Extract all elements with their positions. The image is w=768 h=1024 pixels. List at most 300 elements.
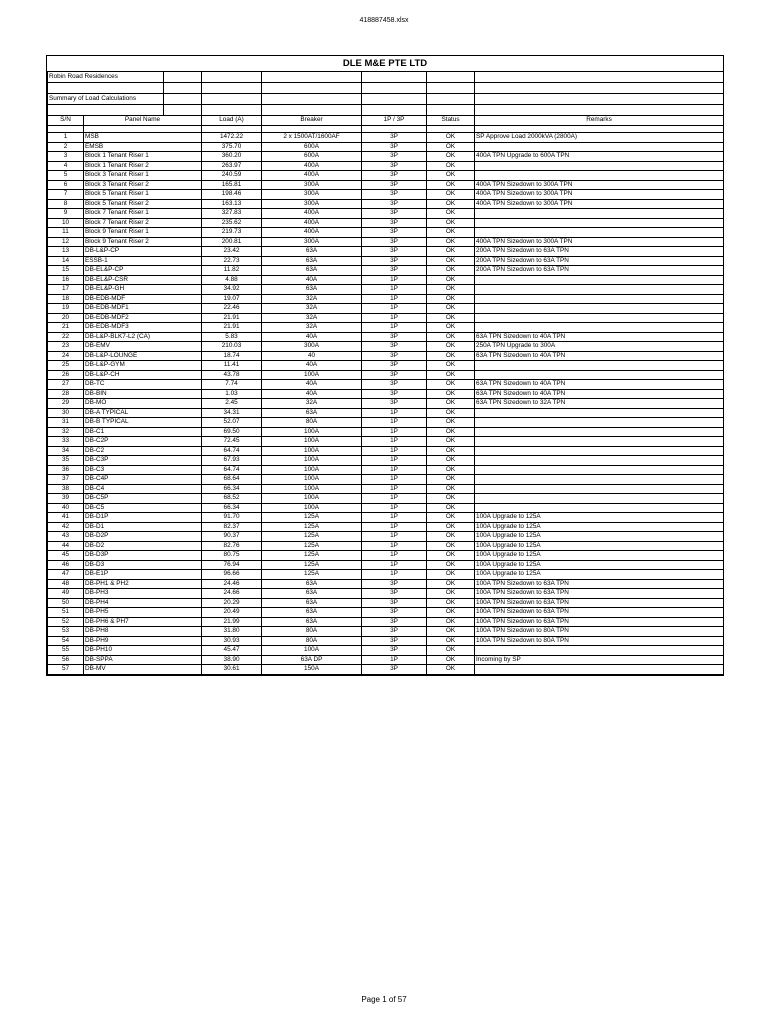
table-row xyxy=(48,503,724,513)
cell-remarks: 200A TPN Sizedown to 63A TPN xyxy=(475,247,724,257)
cell-sn: 57 xyxy=(48,665,84,675)
table-row xyxy=(48,256,724,266)
cell-phase: 1P xyxy=(362,456,427,466)
cell-phase: 1P xyxy=(362,475,427,485)
cell-load: 31.80 xyxy=(202,627,262,637)
cell-load: 24.66 xyxy=(202,589,262,599)
cell-breaker: 100A xyxy=(262,465,362,475)
table-row xyxy=(48,275,724,285)
cell-status: OK xyxy=(427,446,475,456)
cell-status: OK xyxy=(427,598,475,608)
cell-status: OK xyxy=(427,399,475,409)
cell-sn: 52 xyxy=(48,617,84,627)
cell-breaker: 400A xyxy=(262,218,362,228)
cell-status: OK xyxy=(427,560,475,570)
cell-status: OK xyxy=(427,313,475,323)
cell-breaker: 63A xyxy=(262,285,362,295)
cell-load: 19.07 xyxy=(202,294,262,304)
cell-remarks: 100A Upgrade to 125A xyxy=(475,522,724,532)
cell-remarks xyxy=(475,484,724,494)
cell-load: 43.78 xyxy=(202,370,262,380)
cell-status: OK xyxy=(427,513,475,523)
cell-sn: 44 xyxy=(48,541,84,551)
cell-breaker: 300A xyxy=(262,190,362,200)
cell-load: 11.41 xyxy=(202,361,262,371)
cell-phase: 3P xyxy=(362,579,427,589)
cell-breaker: 40A xyxy=(262,332,362,342)
cell-remarks: 250A TPN Upgrade to 300A xyxy=(475,342,724,352)
cell-sn: 45 xyxy=(48,551,84,561)
cell-status: OK xyxy=(427,199,475,209)
cell-remarks xyxy=(475,304,724,314)
cell-remarks: 400A TPN Sizedown to 300A TPN xyxy=(475,190,724,200)
cell-sn: 46 xyxy=(48,560,84,570)
cell-status: OK xyxy=(427,161,475,171)
cell-status: OK xyxy=(427,304,475,314)
cell-remarks xyxy=(475,228,724,238)
cell-load: 165.81 xyxy=(202,180,262,190)
cell-phase: 1P xyxy=(362,323,427,333)
cell-status: OK xyxy=(427,608,475,618)
cell-breaker: 40A xyxy=(262,380,362,390)
cell-breaker: 32A xyxy=(262,313,362,323)
cell-sn: 40 xyxy=(48,503,84,513)
cell-breaker: 300A xyxy=(262,180,362,190)
table-row xyxy=(48,560,724,570)
cell-remarks: 63A TPN Sizedown to 40A TPN xyxy=(475,380,724,390)
table-row xyxy=(48,237,724,247)
cell-sn: 24 xyxy=(48,351,84,361)
col-header-remarks: Remarks xyxy=(475,116,724,126)
cell-sn: 43 xyxy=(48,532,84,542)
table-row xyxy=(48,570,724,580)
cell-panel-name: DB-PH6 & PH7 xyxy=(84,617,202,627)
table-row xyxy=(48,313,724,323)
cell-remarks: 100A TPN Sizedown to 63A TPN xyxy=(475,589,724,599)
cell-breaker: 125A xyxy=(262,513,362,523)
table-row xyxy=(48,646,724,656)
cell-breaker: 100A xyxy=(262,427,362,437)
cell-phase: 1P xyxy=(362,484,427,494)
table-row xyxy=(48,161,724,171)
cell-load: 4.88 xyxy=(202,275,262,285)
cell-panel-name: DB-D1P xyxy=(84,513,202,523)
cell-breaker: 125A xyxy=(262,522,362,532)
cell-panel-name: DB-B TYPICAL xyxy=(84,418,202,428)
table-row xyxy=(48,152,724,162)
cell-sn: 12 xyxy=(48,237,84,247)
cell-panel-name: Block 3 Tenant Riser 2 xyxy=(84,180,202,190)
table-row xyxy=(48,427,724,437)
cell-status: OK xyxy=(427,655,475,665)
table-row xyxy=(48,532,724,542)
cell-panel-name: DB-BIN xyxy=(84,389,202,399)
cell-status: OK xyxy=(427,532,475,542)
cell-sn: 36 xyxy=(48,465,84,475)
cell-remarks: 400A TPN Sizedown to 300A TPN xyxy=(475,237,724,247)
table-row xyxy=(48,199,724,209)
cell-remarks: 100A Upgrade to 125A xyxy=(475,570,724,580)
table-row xyxy=(48,380,724,390)
cell-sn: 51 xyxy=(48,608,84,618)
cell-load: 45.47 xyxy=(202,646,262,656)
cell-phase: 3P xyxy=(362,617,427,627)
cell-panel-name: DB-MV xyxy=(84,665,202,675)
table-row xyxy=(48,484,724,494)
cell-breaker: 400A xyxy=(262,209,362,219)
cell-sn: 30 xyxy=(48,408,84,418)
cell-remarks xyxy=(475,171,724,181)
cell-breaker: 125A xyxy=(262,570,362,580)
cell-breaker: 63A xyxy=(262,408,362,418)
cell-sn: 11 xyxy=(48,228,84,238)
cell-breaker: 100A xyxy=(262,646,362,656)
cell-breaker: 125A xyxy=(262,532,362,542)
table-row xyxy=(48,541,724,551)
cell-status: OK xyxy=(427,256,475,266)
cell-panel-name: DB-EDB-MDF1 xyxy=(84,304,202,314)
cell-remarks: 100A Upgrade to 125A xyxy=(475,513,724,523)
cell-breaker: 63A xyxy=(262,598,362,608)
cell-breaker: 63A xyxy=(262,608,362,618)
cell-sn: 8 xyxy=(48,199,84,209)
cell-load: 80.75 xyxy=(202,551,262,561)
cell-remarks xyxy=(475,161,724,171)
cell-sn: 5 xyxy=(48,171,84,181)
cell-remarks xyxy=(475,313,724,323)
cell-phase: 3P xyxy=(362,342,427,352)
col-header-load: Load (A) xyxy=(202,116,262,126)
cell-sn: 39 xyxy=(48,494,84,504)
cell-load: 18.74 xyxy=(202,351,262,361)
col-header-breaker: Breaker xyxy=(262,116,362,126)
cell-breaker: 100A xyxy=(262,446,362,456)
table-row xyxy=(48,294,724,304)
cell-phase: 1P xyxy=(362,494,427,504)
table-row xyxy=(48,522,724,532)
cell-remarks xyxy=(475,418,724,428)
cell-remarks: 63A TPN Sizedown to 40A TPN xyxy=(475,389,724,399)
cell-remarks: 100A Upgrade to 125A xyxy=(475,560,724,570)
cell-phase: 3P xyxy=(362,218,427,228)
cell-sn: 22 xyxy=(48,332,84,342)
cell-load: 38.90 xyxy=(202,655,262,665)
cell-load: 69.50 xyxy=(202,427,262,437)
cell-panel-name: DB-PH5 xyxy=(84,608,202,618)
cell-panel-name: DB-C1 xyxy=(84,427,202,437)
cell-phase: 3P xyxy=(362,190,427,200)
col-header-phase: 1P / 3P xyxy=(362,116,427,126)
table-row xyxy=(48,627,724,637)
cell-phase: 1P xyxy=(362,503,427,513)
cell-remarks: 100A Upgrade to 125A xyxy=(475,551,724,561)
spacer-row xyxy=(48,126,724,133)
cell-load: 263.97 xyxy=(202,161,262,171)
cell-status: OK xyxy=(427,437,475,447)
cell-phase: 3P xyxy=(362,608,427,618)
cell-remarks xyxy=(475,427,724,437)
cell-phase: 1P xyxy=(362,285,427,295)
cell-panel-name: DB-EL&P-CP xyxy=(84,266,202,276)
cell-remarks: 100A Upgrade to 125A xyxy=(475,541,724,551)
empty-row xyxy=(48,83,724,94)
cell-breaker: 40A xyxy=(262,389,362,399)
cell-status: OK xyxy=(427,142,475,152)
table-row xyxy=(48,418,724,428)
cell-panel-name: DB-L&P-CP xyxy=(84,247,202,257)
cell-status: OK xyxy=(427,484,475,494)
cell-remarks xyxy=(475,494,724,504)
cell-sn: 41 xyxy=(48,513,84,523)
cell-status: OK xyxy=(427,247,475,257)
cell-breaker: 400A xyxy=(262,171,362,181)
table-row xyxy=(48,617,724,627)
cell-breaker: 600A xyxy=(262,142,362,152)
cell-load: 64.74 xyxy=(202,465,262,475)
cell-load: 21.91 xyxy=(202,313,262,323)
subtitle-row xyxy=(48,94,724,105)
cell-remarks: 63A TPN Sizedown to 40A TPN xyxy=(475,332,724,342)
cell-sn: 33 xyxy=(48,437,84,447)
column-header-row xyxy=(48,116,724,126)
cell-status: OK xyxy=(427,636,475,646)
cell-panel-name: DB-E1P xyxy=(84,570,202,580)
table-row xyxy=(48,304,724,314)
table-row xyxy=(48,494,724,504)
cell-panel-name: DB-C3P xyxy=(84,456,202,466)
cell-panel-name: DB-PH8 xyxy=(84,627,202,637)
cell-status: OK xyxy=(427,456,475,466)
cell-breaker: 63A xyxy=(262,617,362,627)
cell-remarks xyxy=(475,218,724,228)
table-row xyxy=(48,636,724,646)
cell-breaker: 63A DP xyxy=(262,655,362,665)
cell-phase: 1P xyxy=(362,522,427,532)
cell-sn: 26 xyxy=(48,370,84,380)
table-row xyxy=(48,465,724,475)
cell-status: OK xyxy=(427,617,475,627)
cell-status: OK xyxy=(427,370,475,380)
cell-status: OK xyxy=(427,589,475,599)
cell-status: OK xyxy=(427,180,475,190)
cell-sn: 9 xyxy=(48,209,84,219)
cell-sn: 35 xyxy=(48,456,84,466)
cell-sn: 48 xyxy=(48,579,84,589)
cell-status: OK xyxy=(427,579,475,589)
cell-panel-name: DB-EDB-MDF2 xyxy=(84,313,202,323)
cell-remarks xyxy=(475,408,724,418)
cell-breaker: 100A xyxy=(262,370,362,380)
cell-panel-name: DB-C4 xyxy=(84,484,202,494)
table-row xyxy=(48,228,724,238)
cell-status: OK xyxy=(427,351,475,361)
cell-sn: 14 xyxy=(48,256,84,266)
cell-load: 66.34 xyxy=(202,484,262,494)
cell-breaker: 100A xyxy=(262,503,362,513)
cell-breaker: 100A xyxy=(262,484,362,494)
cell-phase: 1P xyxy=(362,437,427,447)
cell-phase: 1P xyxy=(362,570,427,580)
project-row xyxy=(48,72,724,83)
cell-phase: 1P xyxy=(362,513,427,523)
cell-status: OK xyxy=(427,228,475,238)
cell-breaker: 400A xyxy=(262,228,362,238)
cell-panel-name: DB-D3P xyxy=(84,551,202,561)
cell-status: OK xyxy=(427,475,475,485)
cell-remarks xyxy=(475,465,724,475)
col-header-status: Status xyxy=(427,116,475,126)
cell-panel-name: DB-L&P-BLK7-L2 (CA) xyxy=(84,332,202,342)
cell-remarks xyxy=(475,475,724,485)
cell-remarks: 100A TPN Sizedown to 80A TPN xyxy=(475,636,724,646)
cell-load: 96.66 xyxy=(202,570,262,580)
cell-breaker: 32A xyxy=(262,323,362,333)
table-row xyxy=(48,551,724,561)
cell-phase: 3P xyxy=(362,589,427,599)
cell-status: OK xyxy=(427,361,475,371)
cell-status: OK xyxy=(427,494,475,504)
cell-phase: 3P xyxy=(362,598,427,608)
table-row xyxy=(48,513,724,523)
cell-sn: 37 xyxy=(48,475,84,485)
cell-breaker: 100A xyxy=(262,437,362,447)
cell-breaker: 63A xyxy=(262,256,362,266)
cell-load: 66.34 xyxy=(202,503,262,513)
cell-sn: 55 xyxy=(48,646,84,656)
table-row xyxy=(48,456,724,466)
cell-phase: 3P xyxy=(362,256,427,266)
cell-panel-name: Block 5 Tenant Riser 2 xyxy=(84,199,202,209)
file-name: 418887458.xlsx xyxy=(359,17,409,24)
cell-load: 82.37 xyxy=(202,522,262,532)
cell-panel-name: ESSB-1 xyxy=(84,256,202,266)
table-row xyxy=(48,266,724,276)
cell-breaker: 2 x 1500AT/1600AF xyxy=(262,133,362,143)
cell-sn: 23 xyxy=(48,342,84,352)
cell-phase: 3P xyxy=(362,161,427,171)
cell-panel-name: DB-L&P-GYM xyxy=(84,361,202,371)
cell-panel-name: Block 1 Tenant Riser 1 xyxy=(84,152,202,162)
cell-status: OK xyxy=(427,171,475,181)
cell-panel-name: DB-EDB-MDF xyxy=(84,294,202,304)
table-row xyxy=(48,351,724,361)
cell-status: OK xyxy=(427,418,475,428)
table-row xyxy=(48,209,724,219)
cell-load: 219.73 xyxy=(202,228,262,238)
cell-status: OK xyxy=(427,503,475,513)
cell-status: OK xyxy=(427,266,475,276)
cell-panel-name: Block 7 Tenant Riser 2 xyxy=(84,218,202,228)
cell-panel-name: Block 1 Tenant Riser 2 xyxy=(84,161,202,171)
table-row xyxy=(48,579,724,589)
cell-sn: 28 xyxy=(48,389,84,399)
cell-sn: 3 xyxy=(48,152,84,162)
cell-panel-name: EMSB xyxy=(84,142,202,152)
cell-status: OK xyxy=(427,541,475,551)
cell-phase: 1P xyxy=(362,465,427,475)
cell-panel-name: DB-EMV xyxy=(84,342,202,352)
table-row xyxy=(48,180,724,190)
cell-breaker: 32A xyxy=(262,294,362,304)
cell-sn: 18 xyxy=(48,294,84,304)
cell-phase: 3P xyxy=(362,332,427,342)
table-row xyxy=(48,342,724,352)
cell-phase: 3P xyxy=(362,370,427,380)
cell-breaker: 100A xyxy=(262,456,362,466)
cell-load: 91.70 xyxy=(202,513,262,523)
cell-remarks xyxy=(475,275,724,285)
cell-panel-name: Block 9 Tenant Riser 1 xyxy=(84,228,202,238)
cell-remarks xyxy=(475,446,724,456)
cell-load: 200.81 xyxy=(202,237,262,247)
cell-remarks xyxy=(475,209,724,219)
cell-panel-name: DB-EL&P-GH xyxy=(84,285,202,295)
cell-remarks: 100A TPN Sizedown to 80A TPN xyxy=(475,627,724,637)
cell-phase: 1P xyxy=(362,418,427,428)
cell-phase: 3P xyxy=(362,646,427,656)
cell-sn: 38 xyxy=(48,484,84,494)
cell-load: 22.46 xyxy=(202,304,262,314)
load-table xyxy=(47,72,724,675)
cell-sn: 49 xyxy=(48,589,84,599)
cell-phase: 3P xyxy=(362,351,427,361)
cell-breaker: 150A xyxy=(262,665,362,675)
cell-panel-name: DB-D2 xyxy=(84,541,202,551)
cell-load: 7.74 xyxy=(202,380,262,390)
table-row xyxy=(48,323,724,333)
cell-panel-name: DB-L&P-CH xyxy=(84,370,202,380)
table-row xyxy=(48,437,724,447)
cell-sn: 4 xyxy=(48,161,84,171)
cell-load: 64.74 xyxy=(202,446,262,456)
cell-load: 67.93 xyxy=(202,456,262,466)
cell-phase: 1P xyxy=(362,313,427,323)
table-row xyxy=(48,655,724,665)
cell-panel-name: DB-PH4 xyxy=(84,598,202,608)
cell-breaker: 63A xyxy=(262,579,362,589)
cell-breaker: 400A xyxy=(262,161,362,171)
cell-sn: 25 xyxy=(48,361,84,371)
table-row xyxy=(48,133,724,143)
cell-status: OK xyxy=(427,237,475,247)
cell-remarks xyxy=(475,370,724,380)
cell-panel-name: DB-TC xyxy=(84,380,202,390)
cell-load: 5.83 xyxy=(202,332,262,342)
cell-load: 34.31 xyxy=(202,408,262,418)
cell-load: 20.49 xyxy=(202,608,262,618)
cell-load: 163.13 xyxy=(202,199,262,209)
table-row xyxy=(48,408,724,418)
cell-load: 1472.22 xyxy=(202,133,262,143)
cell-load: 2.45 xyxy=(202,399,262,409)
cell-sn: 34 xyxy=(48,446,84,456)
cell-sn: 10 xyxy=(48,218,84,228)
cell-status: OK xyxy=(427,551,475,561)
cell-load: 360.20 xyxy=(202,152,262,162)
cell-phase: 3P xyxy=(362,389,427,399)
cell-remarks: 63A TPN Sizedown to 32A TPN xyxy=(475,399,724,409)
cell-status: OK xyxy=(427,627,475,637)
cell-panel-name: DB-D1 xyxy=(84,522,202,532)
cell-load: 24.46 xyxy=(202,579,262,589)
cell-phase: 3P xyxy=(362,237,427,247)
table-row xyxy=(48,665,724,675)
cell-load: 22.73 xyxy=(202,256,262,266)
cell-load: 90.37 xyxy=(202,532,262,542)
table-row xyxy=(48,171,724,181)
cell-breaker: 63A xyxy=(262,266,362,276)
cell-sn: 17 xyxy=(48,285,84,295)
